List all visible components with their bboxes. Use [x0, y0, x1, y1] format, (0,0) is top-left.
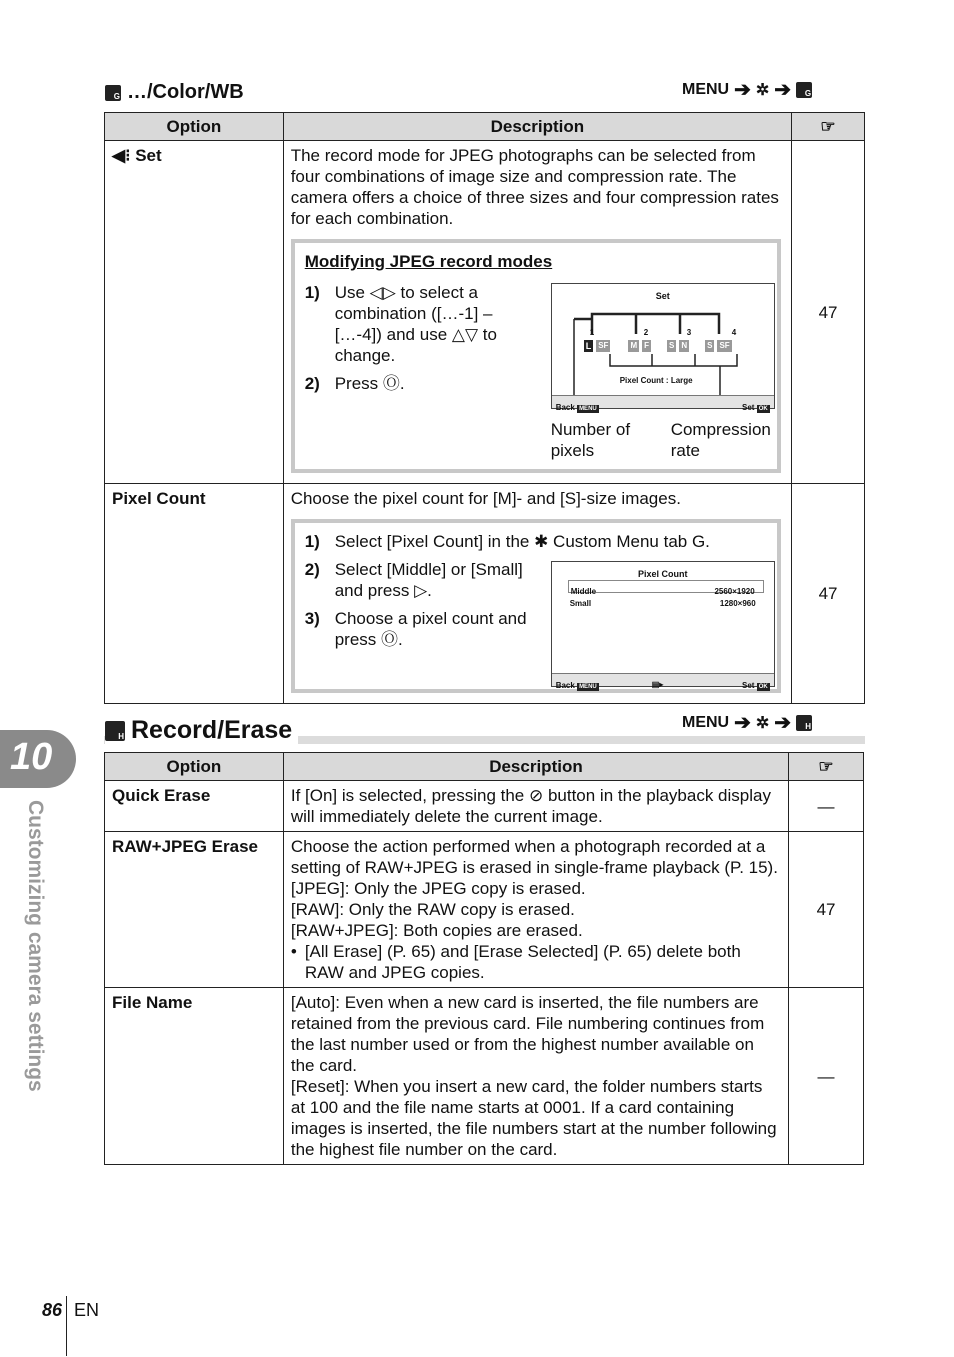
- reference-page: 47: [792, 141, 865, 484]
- size-cell: S: [707, 341, 713, 350]
- label-number-of-pixels: Number of pixels: [550, 420, 631, 460]
- table-header-row: [105, 113, 865, 141]
- description-cell: [283, 141, 791, 484]
- reference-page: 47: [792, 484, 865, 704]
- gear-icon: ✲: [755, 82, 770, 99]
- description-text: Choose the pixel count for [M]- and [S]-size images.: [290, 489, 681, 508]
- page-icon: ▤▸: [651, 680, 664, 689]
- menu-label: MENU: [682, 81, 730, 98]
- combo-label: 2: [643, 328, 649, 337]
- camera-screen-pixel-count: Pixel Count Middle 2560×1920 Small 1280×960 Back MENU ▤▸ Set OK: [551, 561, 775, 687]
- size-cell: M: [630, 341, 638, 350]
- footer-divider: [66, 1296, 67, 1356]
- reference-page: —: [789, 988, 864, 1165]
- camera-screen-set: [551, 283, 775, 412]
- combo-label: 1: [589, 328, 595, 337]
- table-row: [105, 141, 865, 484]
- header-option: Option: [105, 753, 284, 781]
- gear-icon: ✲: [755, 715, 770, 732]
- combo-cells: [584, 340, 732, 352]
- reference-page: —: [789, 781, 864, 832]
- header-description: Description: [283, 753, 788, 781]
- record-mode-icon: ◀⁝: [112, 146, 131, 165]
- screen-bottom-bar: Back MENU Set OK: [552, 395, 774, 408]
- custom-menu-h-icon: H: [105, 721, 125, 741]
- table-color-wb: [104, 112, 865, 704]
- arrow-right-icon: ➔: [774, 712, 792, 734]
- compression-cell: N: [681, 341, 688, 350]
- description-line: [Reset]: When you insert a new card, the folder numbers starts at 100 and the file name starts at 0001. If a card containing images is inserted, the file numbers start at the number following the highest file number on the card.: [290, 1077, 777, 1159]
- section-heading-color-wb: [105, 81, 244, 104]
- reference-icon: ☞: [792, 113, 865, 141]
- step-item: 2) Select [Middle] or [Small] and press ▷.: [304, 560, 523, 600]
- option-cell: Quick Erase: [105, 781, 284, 832]
- language-label: EN: [74, 1300, 100, 1320]
- screen-title: Pixel Count: [637, 569, 688, 579]
- option-cell: RAW+JPEG Erase: [105, 832, 284, 988]
- box-heading: Modifying JPEG record modes: [304, 252, 553, 271]
- chapter-label: Customizing camera settings: [24, 800, 47, 1092]
- pixel-count-box: [291, 519, 781, 693]
- option-cell: ◀⁝ Set: [105, 141, 284, 484]
- menu-label: MENU: [682, 714, 730, 731]
- page-number: 86: [42, 1300, 63, 1320]
- description-line: [JPEG]: Only the JPEG copy is erased.: [290, 879, 586, 898]
- reference-page: 47: [789, 832, 864, 988]
- description-cell: [283, 988, 788, 1165]
- section-heading-record-erase: [105, 716, 298, 745]
- screen-row-middle: Middle 2560×1920: [568, 580, 764, 593]
- screen-bottom-bar: Back MENU ▤▸ Set OK: [552, 673, 774, 686]
- size-cell: L: [585, 341, 592, 351]
- step-item: 3) Choose a pixel count and press Ⓞ.: [304, 609, 527, 649]
- table-row: [105, 832, 864, 988]
- arrow-right-icon: ➔: [734, 712, 751, 734]
- description-cell: [283, 832, 788, 988]
- compression-cell: SF: [598, 341, 609, 350]
- table-row: [105, 988, 864, 1165]
- combo-label: 4: [731, 328, 737, 337]
- size-cell: S: [669, 341, 675, 350]
- menu-path: [682, 80, 812, 100]
- table-header-row: [105, 753, 864, 781]
- step-item: 2) Press Ⓞ.: [304, 374, 405, 393]
- description-text: The record mode for JPEG photographs can be selected from four combinations of image size and compression rate. The camera offers a choice of three sizes and four compression rates for each combination.: [290, 146, 779, 228]
- section-title: Record/Erase: [131, 716, 293, 744]
- description-line: [Auto]: Even when a new card is inserted, the file numbers are retained from the previous card. File numbering continues from the last number used or from the highest number available on the card.: [290, 993, 765, 1075]
- header-option: Option: [105, 113, 284, 141]
- section-title: …/Color/WB: [127, 81, 244, 103]
- step-item: 1) Select [Pixel Count] in the ✱ Custom Menu tab G.: [304, 532, 710, 551]
- description-cell: [283, 484, 791, 704]
- option-cell: Pixel Count: [105, 484, 284, 704]
- compression-cell: SF: [719, 341, 730, 350]
- label-compression-rate: Compression rate: [670, 420, 771, 460]
- jpeg-modes-box: [291, 239, 781, 473]
- description-line: Choose the action performed when a photograph recorded at a setting of RAW+JPEG is erased in single-frame playback (P. 15).: [290, 837, 778, 877]
- table-record-erase: [104, 752, 864, 1165]
- menu-path: [682, 713, 812, 733]
- pixel-count-info: Pixel Count : Large: [619, 376, 693, 385]
- reference-icon: ☞: [789, 753, 864, 781]
- description-line: [RAW]: Only the RAW copy is erased.: [290, 900, 575, 919]
- description-cell: If [On] is selected, pressing the ⊘ button in the playback display will immediately delete the current image.: [283, 781, 788, 832]
- compression-cell: F: [644, 341, 649, 350]
- chapter-number: 10: [10, 736, 53, 778]
- option-cell: File Name: [105, 988, 284, 1165]
- custom-menu-g-icon: G: [105, 85, 121, 101]
- table-row: [105, 484, 865, 704]
- custom-menu-tab-icon: H: [796, 715, 812, 731]
- arrow-right-icon: ➔: [774, 79, 792, 101]
- screen-title: Set: [655, 291, 670, 301]
- step-item: 1) Use ◁▷ to select a combination ([…-1] – […-4]) and use △▽ to change.: [304, 283, 497, 365]
- description-line: [RAW+JPEG]: Both copies are erased.: [290, 921, 583, 940]
- arrow-right-icon: ➔: [734, 79, 751, 101]
- combo-label: 3: [686, 328, 692, 337]
- header-description: Description: [283, 113, 791, 141]
- custom-menu-tab-icon: G: [796, 82, 812, 98]
- bullet-item: • [All Erase] (P. 65) and [Erase Selected] (P. 65) delete both RAW and JPEG copies.: [290, 942, 741, 982]
- table-row: [105, 781, 864, 832]
